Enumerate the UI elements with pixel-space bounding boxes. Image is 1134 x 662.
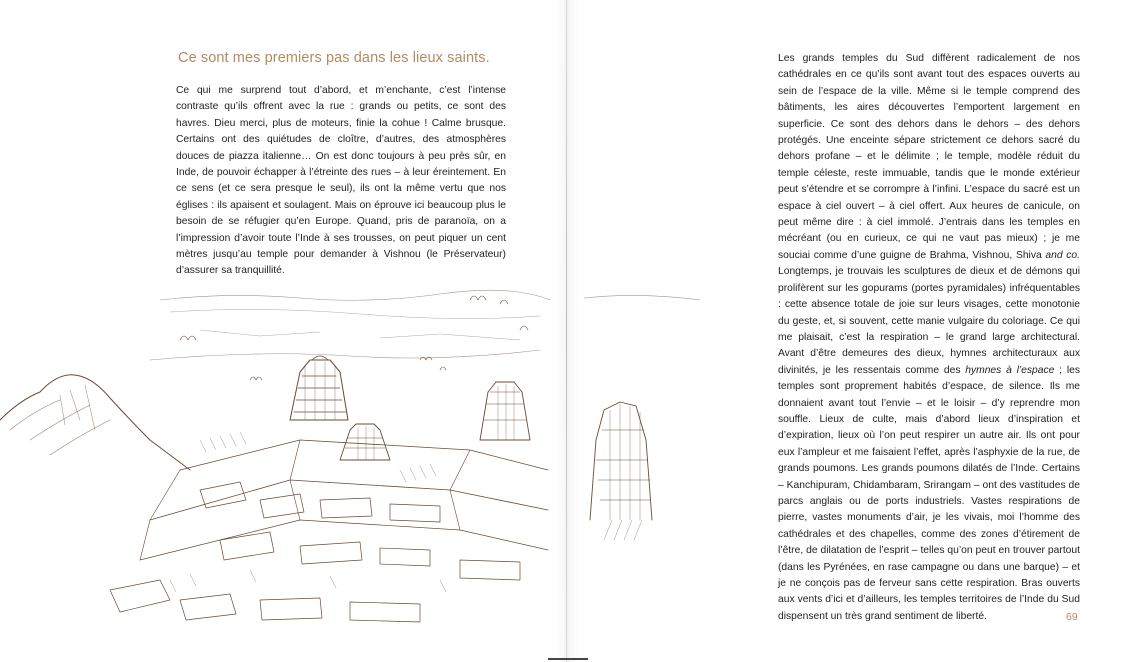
page-number: 69 bbox=[1066, 611, 1078, 623]
right-text-italic-hymnes: hymnes à l’espace bbox=[965, 364, 1055, 376]
right-text-italic-and-co: and co. bbox=[1045, 249, 1080, 261]
gutter-shadow bbox=[556, 0, 580, 662]
right-text-part-2: Longtemps, je trouvais les sculptures de dieux et de démons qui prolifèrent sur les gopurams (portes pyramidales) infréquentables : cette absence totale de joie sur leurs visages, cette monotonie du geste, et, si souvent, cette manie vulgaire du coloriage. Ce qui me plaisait, c’est la respiration – le grand large architectural. Avant d’être demeures des dieux, hymnes architecturaux aux divinités, je les ressentais comme des bbox=[778, 266, 1080, 376]
section-heading: Ce sont mes premiers pas dans les lieux saints. bbox=[178, 50, 490, 66]
right-text-part-3: ; les temples sont proprement habités d’espace, de silence. Ils me donnaient avant tout l’envie – et le loisir – d’y reprendre mon souffle. Lieux de culte, mais d’abord lieux d’inspiration et d’expiration, lieux où l’on peut respirer un autre air. Ils ont pour eux l’ampleur et me faisaient l’effet, après l’asphyxie de la rue, de grands poumons. Les grands poumons dilatés de l’Inde. Certains – Kanchipuram, Chidambaram, Srirangam – ont des vastitudes de parcs anglais ou de ports industriels. Vastes respirations de pierre, vastes monuments d’air, je les vivais, moi l’homme des cathédrales et des chapelles, comme des zones d’étirement de l’être, de dilatation de l’esprit – telles qu’on peut en trouver partout (dans les Pyrénées, en rase campagne ou dans une barque) – et je ne conçois pas de ferveur sans cette respiration. Bras ouverts aux vents d’ici et d’ailleurs, les temples territoires de l’Inde du Sud dispensent un très grand sentiment de liberté. bbox=[778, 364, 1080, 622]
right-page-paragraph bbox=[778, 51, 1080, 625]
binding-mark bbox=[548, 658, 588, 660]
right-text-part-1: Les grands temples du Sud diffèrent radicalement de nos cathédrales en ce qu’ils sont avant tout des espaces ouverts au sein de l’espace de la ville. Même si le temple comprend des bâtiments, les aires découvertes l’emportent largement en superficie. Ce sont des dehors dans le dehors – des dehors protégés. Une enceinte sépare strictement ce dehors sacré du dehors profane – et le délimite ; le temple, modèle réduit du temple céleste, reste immuable, tandis que le monde extérieur peut s’étendre et se corrompre à l’infini. L’espace du sacré est un espace à ciel ouvert – à ciel offert. Aux heures de canicule, on peut même dire : à ciel immolé. J’entrais dans les temples en mécréant (ou en curieux, ce qui ne vaut pas mieux) ; je me souciai comme d’une guigne de Brahma, Vishnou, Shiva bbox=[778, 53, 1080, 261]
page-gutter bbox=[566, 0, 567, 662]
left-page-paragraph: Ce qui me surprend tout d’abord, et m’enchante, c’est l’intense contraste qu’ils offrent avec la rue : grands ou petits, ce sont des havres. Dieu merci, plus de moteurs, finie la cohue ! Calme brusque. Certains ont des quiétudes de cloître, d’autres, des atmosphères douces de piazza italienne… On est donc toujours à peu près sûr, en Inde, de pouvoir échapper à l’étreinte des rues – à leur éreintement. En ce sens (et ce sera presque le seul), ils ont la même vertu que nos églises : ils apaisent et soulagent. Mais on éprouve ici beaucoup plus le besoin de se réfugier qu’en Europe. Quand, pris de paranoïa, on a l’impression d’avoir toute l’Inde à ses trousses, on peut piquer un cent mètres jusqu’au temple pour demander à Vishnou (le Préservateur) d’assurer sa tranquillité. bbox=[176, 85, 506, 277]
